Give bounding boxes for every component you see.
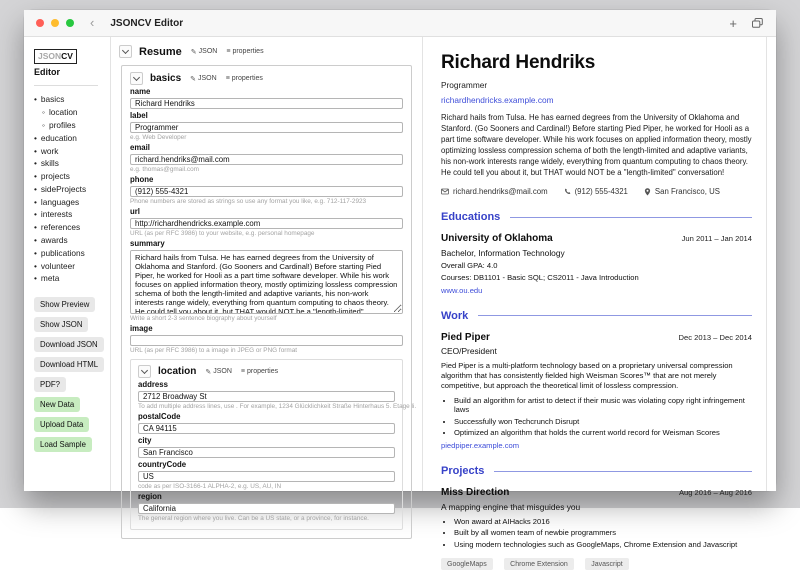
close-window-button[interactable]	[36, 19, 44, 27]
sidebar-actions	[34, 297, 106, 452]
project-name: Miss Direction	[441, 487, 510, 498]
download-html-button[interactable]: Download HTML	[34, 357, 104, 372]
phone-input[interactable]	[130, 186, 403, 197]
summary-label: summary	[130, 239, 165, 248]
countrycode-hint: code as per ISO-3166-1 ALPHA-2, e.g. US, AU, IN	[138, 483, 282, 490]
address-input[interactable]	[138, 391, 395, 402]
window-title: JSONCV Editor	[110, 17, 184, 29]
sidebar-item-volunteer[interactable]: • volunteer	[34, 259, 106, 272]
email-icon	[441, 188, 449, 195]
preview-summary: Richard hails from Tulsa. He has earned degrees from the University of Oklahoma and Stanford. (Go Sooners and Cardinal!) Before starting Pied Piper, he worked for Hooli as a part time software developer. While his work focuses on applied information theory, mostly optimizing lossless compression schema of both the length-limited and adaptive variants, his non-work interests range widely, everything from quantum computing to chaos theory. He could tell you about it, but THAT would NOT be a "length-limited" conversation!	[441, 113, 752, 177]
resume-section-title: Resume	[139, 45, 182, 58]
education-section-title: Educations	[441, 211, 501, 223]
show-preview-button[interactable]: Show Preview	[34, 297, 95, 312]
work-section-title: Work	[441, 309, 469, 322]
sidebar-item-meta[interactable]: • meta	[34, 272, 106, 285]
show-json-button[interactable]: Show JSON	[34, 317, 88, 332]
work-dates: Dec 2013 – Dec 2014	[678, 332, 752, 342]
project-highlight-item: • Won award at AIHacks 2016	[454, 517, 752, 526]
app-logo-json: JSON	[38, 51, 62, 61]
field-image	[130, 325, 403, 354]
field-email	[130, 144, 403, 173]
work-company: Pied Piper	[441, 331, 490, 343]
email-hint: e.g. thomas@gmail.com	[130, 166, 199, 173]
sidebar-item-sideprojects[interactable]: • sideProjects	[34, 182, 106, 195]
fullscreen-window-button[interactable]	[66, 19, 74, 27]
download-json-button[interactable]: Download JSON	[34, 337, 104, 352]
new-data-button[interactable]: New Data	[34, 397, 80, 412]
preview-name: Richard Hendriks	[441, 52, 596, 73]
sidebar-nav	[34, 93, 106, 285]
properties-icon: ≡	[240, 368, 245, 375]
countrycode-label: countryCode	[138, 460, 187, 469]
field-url	[130, 208, 403, 237]
new-tab-icon[interactable]: +	[729, 15, 737, 31]
location-properties-link[interactable]: ≡ properties	[240, 368, 279, 375]
sidebar-item-basics[interactable]: • basics	[34, 93, 106, 106]
postalcode-label: postalCode	[138, 412, 181, 421]
field-name	[130, 88, 403, 109]
project-dates: Aug 2016 – Aug 2016	[678, 488, 752, 497]
project-highlight-item: • Built by all women team of newbie programmers	[454, 528, 752, 537]
label-label: label	[130, 111, 148, 120]
back-icon[interactable]: ‹	[90, 15, 95, 30]
sidebar-item-references[interactable]: • references	[34, 221, 106, 234]
education-url-link[interactable]: www.ou.edu	[441, 285, 483, 295]
sidebar-divider	[34, 85, 98, 86]
contact-phone: (912) 555-4321	[564, 187, 628, 196]
sidebar-item-education[interactable]: • education	[34, 131, 106, 144]
image-hint: URL (as per RFC 3986) to a image in JPEG or PNG format	[130, 347, 298, 354]
basics-properties-link[interactable]: ≡ properties	[225, 75, 263, 82]
project-keywords	[441, 553, 752, 571]
email-input[interactable]	[130, 154, 403, 165]
contact-email: richard.hendriks@mail.com	[441, 187, 548, 196]
preview-website-link[interactable]: richardhendricks.example.com	[441, 95, 554, 105]
edit-icon: ✎	[190, 75, 197, 83]
load-sample-button[interactable]: Load Sample	[34, 437, 92, 452]
education-degree: Bachelor, Information Technology	[441, 247, 565, 258]
region-label: region	[138, 492, 162, 501]
sidebar-item-profiles[interactable]: ◦ profiles	[42, 119, 106, 132]
preview-education-section	[441, 211, 752, 295]
email-label: email	[130, 143, 150, 152]
pdf-button[interactable]: PDF?	[34, 377, 66, 392]
sidebar-item-publications[interactable]: • publications	[34, 246, 106, 259]
location-pin-icon	[644, 188, 651, 196]
contact-location: San Francisco, US	[644, 187, 720, 196]
work-highlight-item: • Build an algorithm for artist to detect if their music was violating copy right infringement laws	[454, 396, 752, 414]
location-section-title: location	[158, 366, 197, 377]
education-gpa: Overall GPA: 4.0	[441, 260, 498, 270]
countrycode-input[interactable]	[138, 471, 395, 482]
app-window	[24, 10, 776, 568]
edit-icon: ✎	[205, 368, 212, 376]
sidebar-item-awards[interactable]: • awards	[34, 234, 106, 247]
work-position: CEO/President	[441, 346, 497, 356]
address-label: address	[138, 380, 168, 389]
label-input[interactable]	[130, 122, 403, 133]
field-address	[138, 380, 417, 410]
project-highlight-item: • Using modern technologies such as GoogleMaps, Chrome Extension and Javascript	[454, 540, 752, 549]
work-highlight-item: • Successfully won Techcrunch Disrupt	[454, 417, 752, 426]
edit-icon: ✎	[190, 48, 197, 56]
sidebar-item-projects[interactable]: • projects	[34, 170, 106, 183]
region-hint: The general region where you live. Can be a US state, or a province, for instance.	[138, 515, 369, 522]
field-phone	[130, 176, 403, 205]
section-divider-line	[510, 217, 752, 218]
projects-section-title: Projects	[441, 465, 485, 477]
phone-icon	[564, 188, 571, 195]
field-countrycode	[138, 461, 395, 490]
window-controls	[36, 19, 74, 27]
work-highlight-item: • Optimized an algorithm that holds the current world record for Weisman Scores	[454, 428, 752, 437]
resume-fieldset	[121, 65, 417, 539]
field-city	[138, 437, 395, 458]
collapse-basics-icon[interactable]	[130, 72, 143, 85]
section-divider-line	[478, 315, 752, 316]
preview-projects-section	[441, 465, 752, 571]
preview-scrollbar-track[interactable]	[766, 37, 767, 491]
collapse-location-icon[interactable]	[138, 365, 151, 378]
preview-work-section	[441, 310, 752, 451]
phone-label: phone	[130, 175, 154, 184]
work-highlights	[441, 396, 752, 437]
field-region	[138, 493, 395, 522]
keyword-badge: GoogleMaps	[441, 558, 493, 570]
field-summary	[130, 240, 403, 322]
image-label: image	[130, 324, 153, 333]
resume-preview-panel	[423, 37, 776, 568]
location-fieldset	[130, 359, 417, 530]
name-label: name	[130, 87, 151, 96]
location-json-link[interactable]: ✎ JSON	[205, 368, 232, 376]
collapse-resume-icon[interactable]	[119, 45, 132, 58]
education-dates: Jun 2011 – Jan 2014	[681, 234, 752, 243]
app-logo-subtitle: Editor	[34, 67, 60, 77]
field-label	[130, 112, 403, 141]
work-url-link[interactable]: piedpiper.example.com	[441, 441, 520, 450]
sidebar-item-languages[interactable]: • languages	[34, 195, 106, 208]
keyword-badge: Javascript	[585, 558, 629, 570]
properties-icon: ≡	[225, 75, 230, 82]
form-editor-panel	[111, 37, 423, 522]
app-logo	[34, 49, 77, 64]
image-input[interactable]	[130, 335, 403, 346]
education-courses: Courses: DB1101 - Basic SQL; CS2011 - Java Introduction	[441, 272, 639, 282]
preview-contact-row	[441, 187, 752, 196]
city-label: city	[138, 436, 152, 445]
sidebar	[24, 37, 111, 491]
keyword-badge: Chrome Extension	[504, 558, 574, 570]
resume-properties-link[interactable]: ≡ properties	[226, 48, 264, 55]
properties-icon: ≡	[226, 48, 231, 55]
city-input[interactable]	[138, 447, 395, 458]
phone-hint: Phone numbers are stored as strings so use any format you like, e.g. 712-117-2923	[130, 198, 367, 205]
resume-json-link[interactable]: ✎ JSON	[190, 48, 218, 56]
basics-section-title: basics	[150, 73, 182, 84]
url-label: url	[130, 207, 140, 216]
summary-hint: Write a short 2-3 sentence biography about yourself	[130, 315, 277, 322]
tab-overview-icon[interactable]	[752, 18, 763, 28]
upload-data-button[interactable]: Upload Data	[34, 417, 89, 432]
url-hint: URL (as per RFC 3986) to your website, e.g. personal homepage	[130, 230, 315, 237]
field-postalcode	[138, 413, 395, 434]
postalcode-input[interactable]	[138, 423, 395, 434]
resume-section-header	[119, 45, 412, 58]
window-titlebar	[24, 10, 776, 37]
name-input[interactable]	[130, 98, 403, 109]
project-description: A mapping engine that misguides you	[441, 501, 581, 512]
address-hint: To add multiple address lines, use . For example, 1234 Glücklichkeit Straße Hinterhaus 5. Etage li.	[138, 403, 417, 410]
summary-textarea[interactable]	[130, 250, 403, 314]
minimize-window-button[interactable]	[51, 19, 59, 27]
label-hint: e.g. Web Developer	[130, 134, 187, 141]
project-highlights	[441, 517, 752, 549]
app-logo-cv: CV	[61, 51, 73, 61]
sidebar-item-work[interactable]: • work	[34, 144, 106, 157]
basics-json-link[interactable]: ✎ JSON	[190, 75, 217, 83]
work-summary: Pied Piper is a multi-platform technology based on a proprietary universal compression algorithm that has consistently fielded high Weisman Scores™ that are not merely competitive, but approach the theoretical limit of lossless compression.	[441, 361, 733, 390]
sidebar-item-interests[interactable]: • interests	[34, 208, 106, 221]
url-input[interactable]	[130, 218, 403, 229]
region-input[interactable]	[138, 503, 395, 514]
section-divider-line	[494, 471, 752, 472]
preview-job-title: Programmer	[441, 80, 488, 90]
sidebar-item-location[interactable]: ◦ location	[42, 106, 106, 119]
education-institution: University of Oklahoma	[441, 233, 553, 244]
location-section-header	[138, 365, 395, 378]
basics-section-header	[130, 72, 403, 85]
sidebar-item-skills[interactable]: • skills	[34, 157, 106, 170]
